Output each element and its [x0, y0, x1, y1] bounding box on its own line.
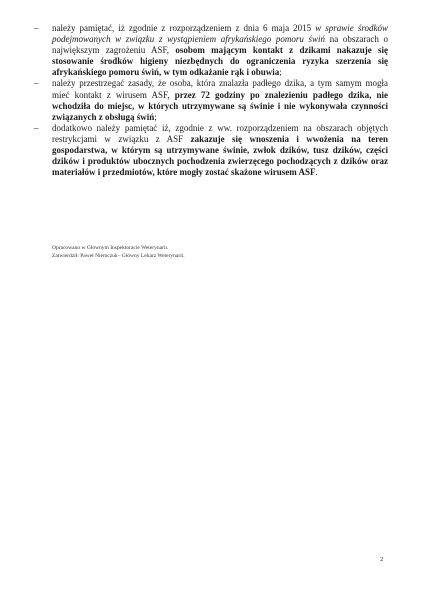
bullet-list	[34, 23, 388, 178]
page-number: 2	[380, 556, 384, 563]
list-item	[34, 123, 388, 178]
text-run: ;	[154, 111, 157, 122]
bold-text: przez 72 godziny po znalezieniu padłego dzika, nie wchodziła do miejsc, w których utrzymywane są świnie i nie wykonywała czynności związanych z obsługą świń	[52, 89, 388, 122]
text-run: .	[315, 167, 318, 178]
text-run: należy przestrzegać zasady, że osoba, która znalazła padłego dzika, a tym samym mogła mieć kontakt z wirusem ASF,	[52, 78, 388, 100]
text-run: na obszarach o największym zagrożeniu ASF,	[52, 34, 388, 56]
dash-bullet: –	[34, 23, 39, 33]
item-text	[52, 123, 388, 177]
italic-text: w sprawie środków podejmowanych w związku z wystąpieniem afrykańskiego pomoru świń	[52, 23, 388, 45]
text-run: należy pamiętać, iż zgodnie z rozporządzeniem z dnia 6 maja 2015	[52, 23, 316, 33]
text-run: dodatkowo należy pamiętać iż, zgodnie z ww. rozporządzeniem na obszarach objętych restrykcjami w związku z ASF	[52, 122, 388, 144]
item-text	[52, 23, 388, 77]
item-text	[52, 78, 388, 121]
footer-note	[52, 244, 185, 260]
bold-text: zakazuje się wnoszenia i wwożenia na teren gospodarstwa, w którym są utrzymywane świnie, zwłok dzików, tusz dzików, części dzików i produktów ubocznych pochodzenia zwierzęcego pochodzących z dzików oraz materiałów i przedmiotów, które mogły zostać skażone wirusem ASF	[52, 133, 388, 178]
bold-text: osobom mającym kontakt z dzikami nakazuje się stosowanie środków higieny niezbędnych do ograniczenia ryzyka szerzenia się afrykańskiego pomoru świń, w tym odkażanie rąk i obuwia	[52, 45, 388, 78]
footer-line-approved: Zatwierdził: Paweł Niemczuk– Główny Lekarz Weterynarii.	[52, 253, 185, 259]
dash-bullet: –	[34, 122, 39, 133]
list-item	[34, 23, 388, 78]
footer-line-prepared: Opracowano w Głównym Inspektoracie Weterynarii.	[52, 245, 169, 251]
list-item	[34, 78, 388, 122]
dash-bullet: –	[34, 78, 39, 89]
text-run: ;	[279, 67, 282, 78]
